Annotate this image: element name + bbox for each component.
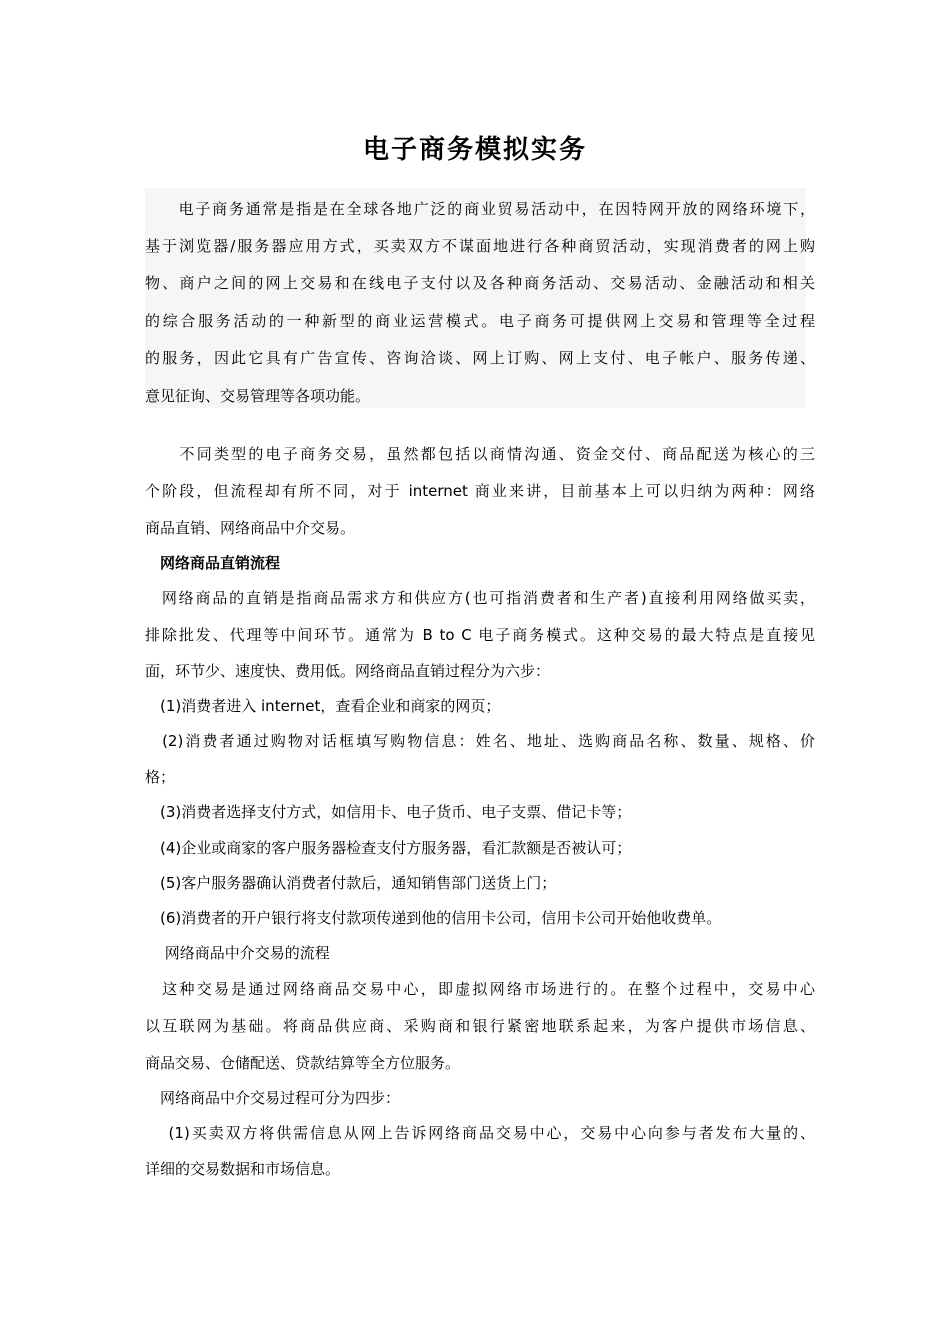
types-line: 不同类型的电子商务交易，虽然都包括以商情沟通、资金交付、商品配送为核心的三 — [145, 445, 815, 463]
broker-line: 以互联网为基础。将商品供应商、采购商和银行紧密地联系起来，为客户提供市场信息、 — [145, 1017, 815, 1035]
direct-step: (4)企业或商家的客户服务器检查支付方服务器，看汇款额是否被认可； — [145, 839, 632, 857]
direct-line: 网络商品的直销是指商品需求方和供应方(也可指消费者和生产者)直接利用网络做买卖， — [145, 589, 815, 607]
direct-step: (6)消费者的开户银行将支付款项传递到他的信用卡公司，信用卡公司开始他收费单。 — [145, 909, 722, 927]
direct-line: 排除批发、代理等中间环节。通常为 B to C 电子商务模式。这种交易的最大特点是直接见 — [145, 626, 815, 644]
direct-sale-heading: 网络商品直销流程 — [145, 554, 281, 572]
broker-line: 网络商品中介交易过程可分为四步： — [145, 1089, 401, 1107]
direct-step: (2)消费者通过购物对话框填写购物信息：姓名、地址、选购商品名称、数量、规格、价 — [145, 732, 815, 750]
direct-line: 面，环节少、速度快、费用低。网络商品直销过程分为六步： — [145, 662, 551, 680]
types-line: 个阶段，但流程却有所不同，对于 internet 商业来讲，目前基本上可以归纳为两种：网络 — [145, 482, 815, 500]
intro-line: 的服务，因此它具有广告宣传、咨询洽谈、网上订购、网上支付、电子帐户、服务传递、 — [145, 349, 815, 367]
document-title: 电子商务模拟实务 — [362, 135, 587, 165]
intro-shaded-block — [145, 188, 806, 408]
broker-line: 这种交易是通过网络商品交易中心，即虚拟网络市场进行的。在整个过程中，交易中心 — [145, 980, 815, 998]
direct-step: 格； — [145, 768, 176, 786]
broker-line: (1)买卖双方将供需信息从网上告诉网络商品交易中心，交易中心向参与者发布大量的、 — [145, 1124, 815, 1142]
broker-line: 商品交易、仓储配送、贷款结算等全方位服务。 — [145, 1054, 461, 1072]
broker-heading: 网络商品中介交易的流程 — [145, 944, 330, 962]
broker-line: 详细的交易数据和市场信息。 — [145, 1160, 341, 1178]
intro-line: 意见征询、交易管理等各项功能。 — [145, 387, 371, 405]
intro-line: 的综合服务活动的一种新型的商业运营模式。电子商务可提供网上交易和管理等全过程 — [145, 312, 815, 330]
intro-line: 电子商务通常是指是在全球各地广泛的商业贸易活动中，在因特网开放的网络环境下， — [145, 200, 815, 218]
direct-step: (3)消费者选择支付方式，如信用卡、电子货币、电子支票、借记卡等； — [145, 803, 632, 821]
intro-line: 物、商户之间的网上交易和在线电子支付以及各种商务活动、交易活动、金融活动和相关 — [145, 274, 815, 292]
intro-line: 基于浏览器/服务器应用方式，买卖双方不谋面地进行各种商贸活动，实现消费者的网上购 — [145, 237, 815, 255]
direct-step: (5)客户服务器确认消费者付款后，通知销售部门送货上门； — [145, 874, 557, 892]
types-line: 商品直销、网络商品中介交易。 — [145, 519, 356, 537]
direct-step: (1)消费者进入 internet，查看企业和商家的网页； — [145, 697, 501, 715]
